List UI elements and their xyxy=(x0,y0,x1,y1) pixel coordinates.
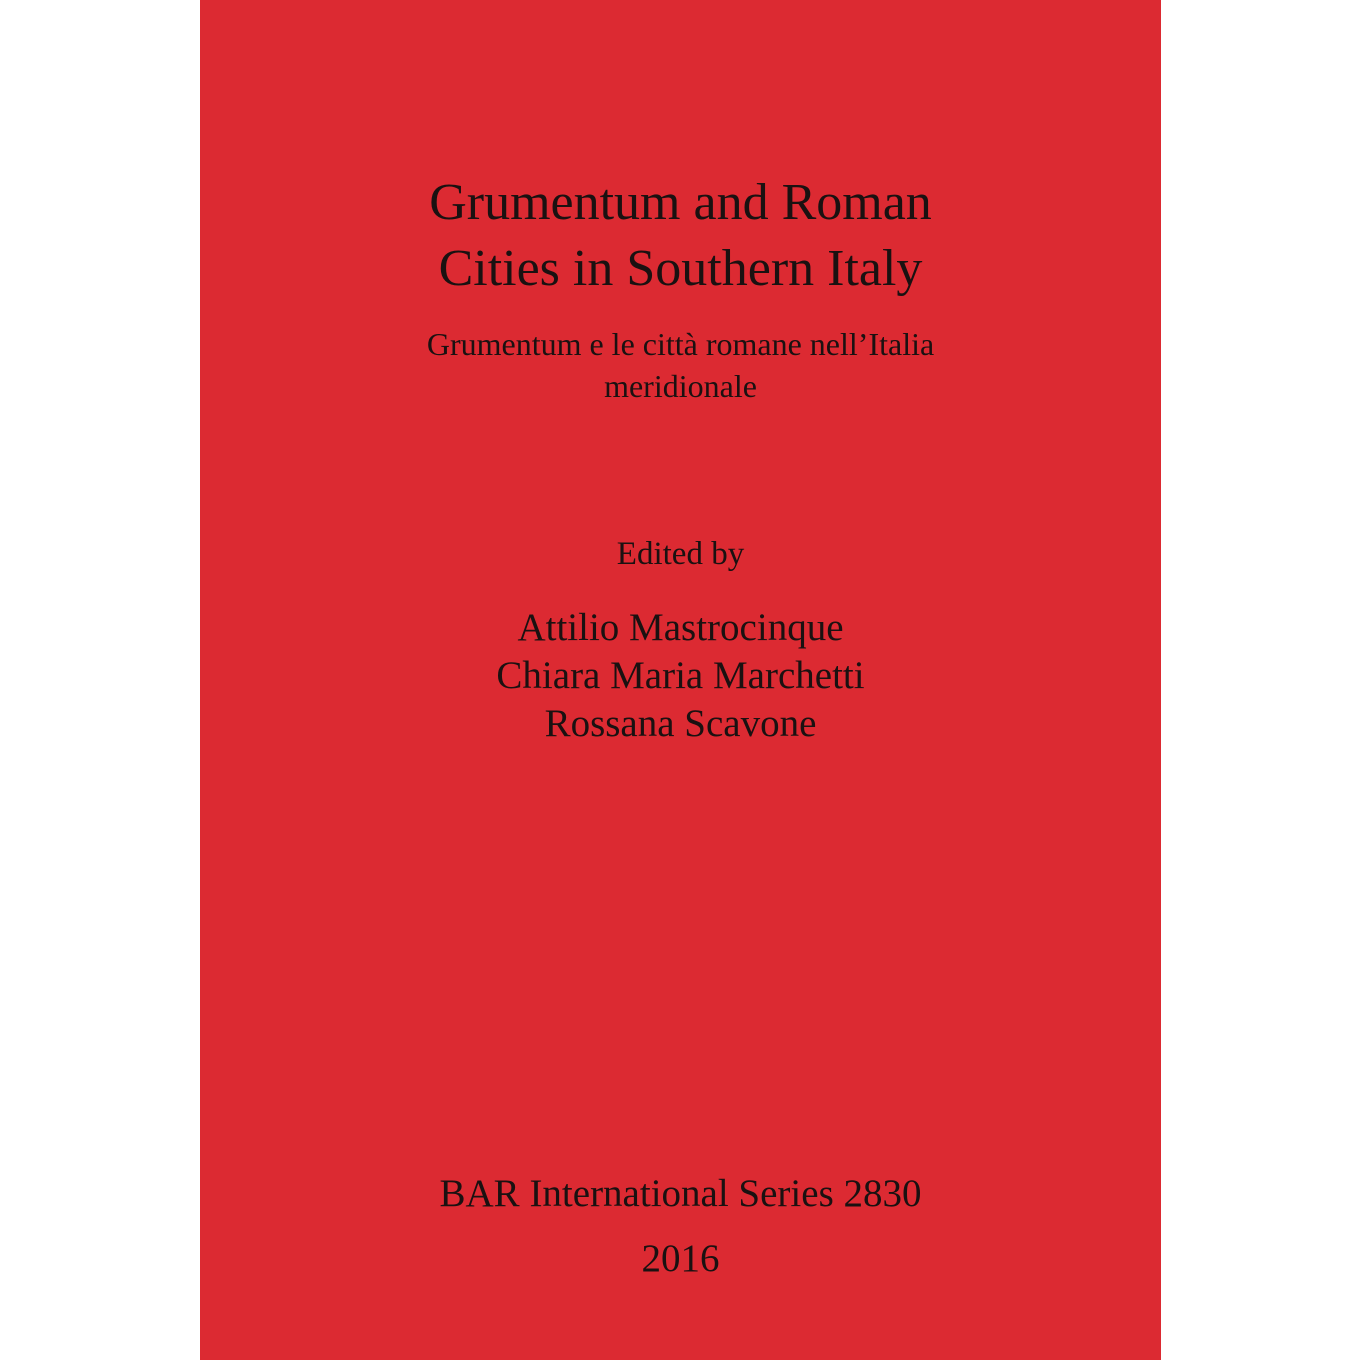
series-label: BAR International Series 2830 xyxy=(439,1172,922,1215)
editors-list xyxy=(200,604,1161,748)
editor-name: Attilio Mastrocinque xyxy=(517,606,844,649)
book-title-line: Grumentum and Roman xyxy=(429,174,932,231)
book-cover xyxy=(200,0,1161,1360)
editor-name: Chiara Maria Marchetti xyxy=(496,654,865,697)
publication-year: 2016 xyxy=(641,1237,720,1280)
book-subtitle-line: Grumentum e le città romane nell’Italia xyxy=(426,326,935,362)
book-title xyxy=(200,170,1161,302)
edited-by-label: Edited by xyxy=(616,536,745,572)
editor-name: Rossana Scavone xyxy=(544,702,817,745)
book-title-line: Cities in Southern Italy xyxy=(438,240,923,297)
book-subtitle xyxy=(200,323,1161,407)
book-subtitle-line: meridionale xyxy=(604,368,757,404)
